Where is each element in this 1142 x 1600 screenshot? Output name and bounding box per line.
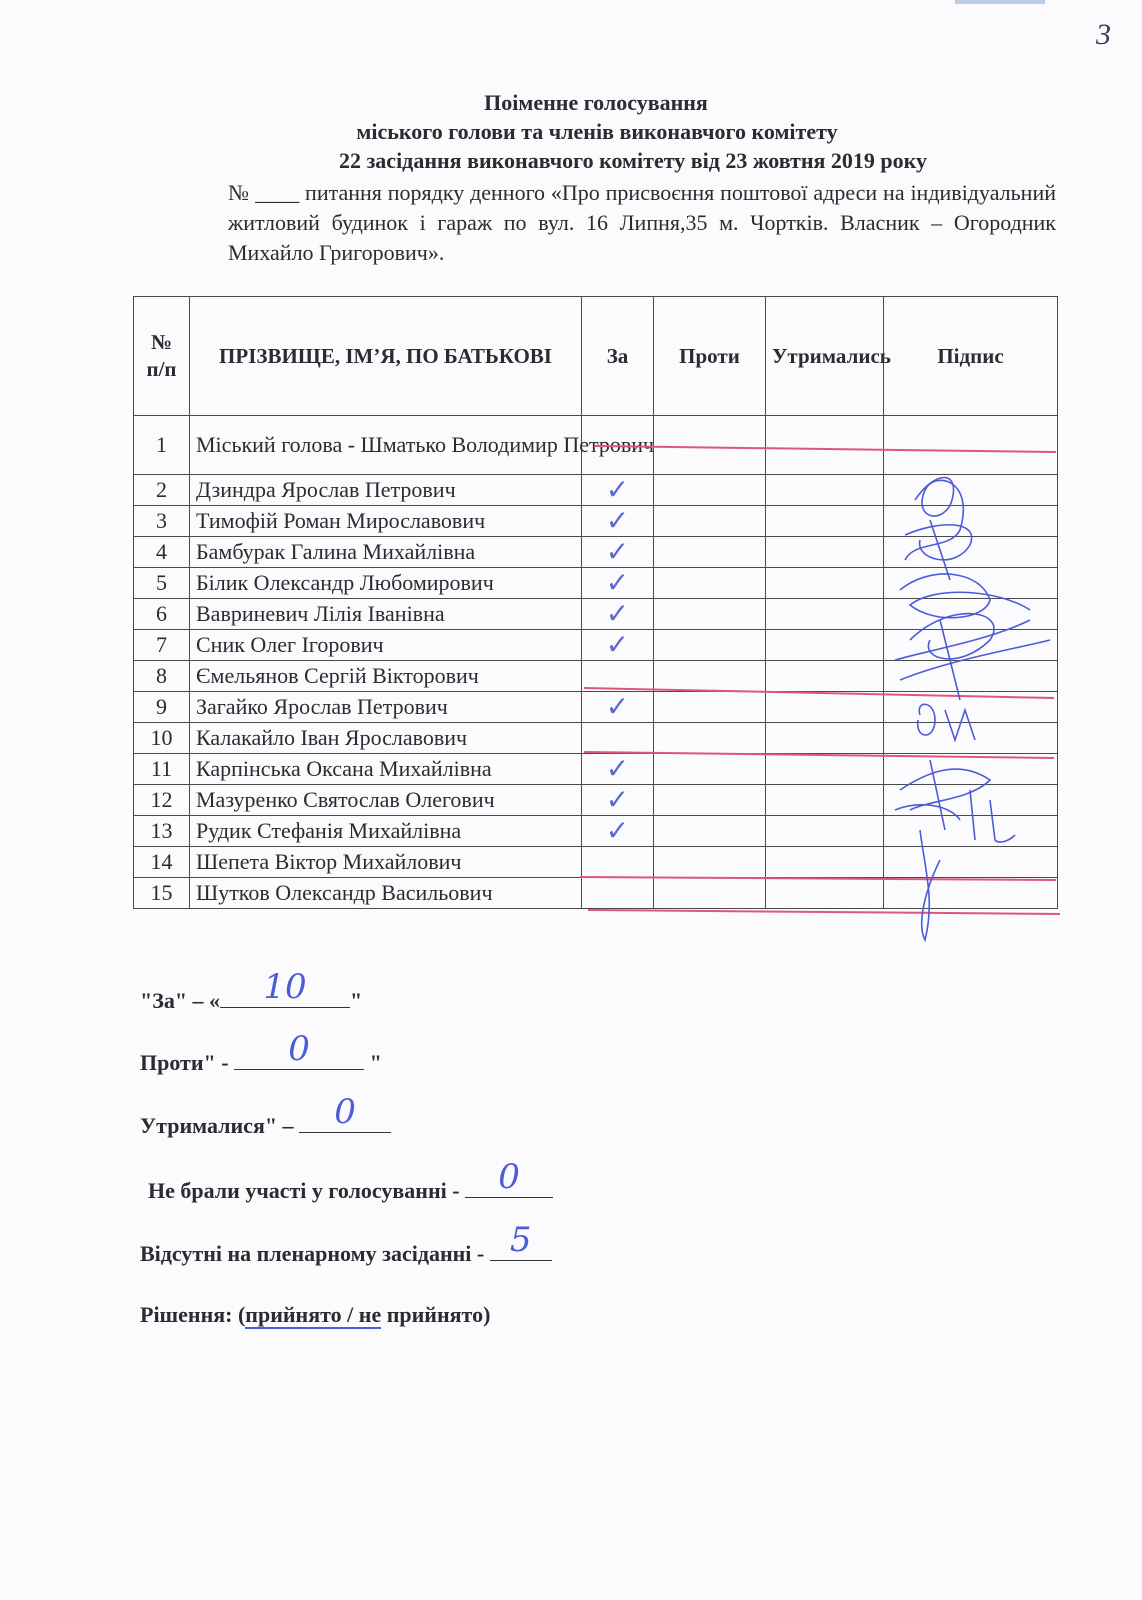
- table-row: [134, 630, 1058, 661]
- header-against-label: Проти: [679, 343, 740, 368]
- row-name: Шепета Віктор Михайлович: [190, 847, 582, 878]
- row-signature: [884, 878, 1058, 909]
- row-signature: [884, 630, 1058, 661]
- decision-line: [140, 1302, 490, 1328]
- voting-table: [133, 296, 1058, 909]
- row-abstained: [766, 537, 884, 568]
- row-for-mark: [582, 723, 654, 754]
- row-signature: [884, 692, 1058, 723]
- row-for-mark: ✓: [582, 816, 654, 847]
- row-num: 1: [134, 416, 190, 475]
- summary-absent-label: Відсутні на пленарному засіданні -: [140, 1241, 490, 1266]
- summary-against-blank: [234, 1029, 364, 1070]
- row-for-mark: ✓: [582, 475, 654, 506]
- table-row: [134, 816, 1058, 847]
- row-abstained: [766, 661, 884, 692]
- row-num: 11: [134, 754, 190, 785]
- row-num: 15: [134, 878, 190, 909]
- decision-adopted-underlined: прийнято / не: [245, 1302, 382, 1327]
- row-name: Білик Олександр Любомирович: [190, 568, 582, 599]
- summary-for: [140, 967, 363, 1014]
- summary-abstained-value: 0: [334, 1092, 356, 1132]
- row-signature: [884, 661, 1058, 692]
- row-name: Рудик Стефанія Михайлівна: [190, 816, 582, 847]
- strike-line-row-15: [588, 910, 1060, 914]
- header-abstained: [766, 297, 891, 416]
- page-number: 3: [1096, 18, 1111, 51]
- row-signature: [884, 754, 1058, 785]
- row-abstained: [766, 692, 884, 723]
- summary-abstained-label: Утрималися" –: [140, 1113, 300, 1138]
- row-against: [654, 475, 766, 506]
- header-signature-label: Підпис: [937, 343, 1004, 368]
- header-abstained-label: Утримались: [772, 343, 891, 368]
- summary-not-voting-value: 0: [498, 1157, 520, 1197]
- row-against: [654, 416, 766, 475]
- row-abstained: [766, 630, 884, 661]
- scan-edge-mark: [955, 0, 1045, 4]
- row-against: [654, 754, 766, 785]
- summary-not-voting: [148, 1157, 553, 1204]
- row-signature: [884, 416, 1058, 475]
- row-abstained: [766, 816, 884, 847]
- header-name: [190, 297, 582, 416]
- decision-label: Рішення: (: [140, 1302, 246, 1327]
- decision-rest: прийнято): [381, 1302, 491, 1327]
- header-line-3: 22 засідання виконавчого комітету від 23 жовтня 2019 року: [338, 148, 928, 173]
- row-against: [654, 568, 766, 599]
- row-abstained: [766, 878, 884, 909]
- summary-against-label: Проти" -: [140, 1050, 235, 1075]
- header-against: [654, 297, 766, 416]
- header-signature: [884, 297, 1058, 416]
- summary-for-value: 10: [263, 967, 307, 1007]
- row-for-mark: ✓: [582, 506, 654, 537]
- table-row: [134, 599, 1058, 630]
- header-for-label: За: [606, 343, 629, 368]
- row-num: 13: [134, 816, 190, 847]
- table-row: [134, 475, 1058, 506]
- row-abstained: [766, 416, 884, 475]
- row-num: 3: [134, 506, 190, 537]
- row-num: 10: [134, 723, 190, 754]
- row-name: Вавриневич Лілія Іванівна: [190, 599, 582, 630]
- row-against: [654, 878, 766, 909]
- row-for-mark: ✓: [582, 630, 654, 661]
- row-num: 5: [134, 568, 190, 599]
- row-against: [654, 537, 766, 568]
- row-signature: [884, 537, 1058, 568]
- table-row: [134, 692, 1058, 723]
- row-against: [654, 723, 766, 754]
- row-name: Шутков Олександр Васильович: [190, 878, 582, 909]
- table-row: [134, 537, 1058, 568]
- row-name: Калакайло Іван Ярославович: [190, 723, 582, 754]
- table-row: [134, 878, 1058, 909]
- row-num: 6: [134, 599, 190, 630]
- header-line-2: міського голови та членів виконавчого комітету: [356, 119, 838, 144]
- row-against: [654, 785, 766, 816]
- summary-abstained: [140, 1092, 391, 1139]
- row-for-mark: ✓: [582, 785, 654, 816]
- row-abstained: [766, 599, 884, 630]
- row-signature: [884, 599, 1058, 630]
- row-num: 7: [134, 630, 190, 661]
- row-for-mark: [582, 847, 654, 878]
- summary-for-tail: ": [350, 988, 363, 1013]
- row-against: [654, 847, 766, 878]
- row-abstained: [766, 754, 884, 785]
- summary-absent: [140, 1220, 552, 1267]
- row-abstained: [766, 785, 884, 816]
- row-name: Дзиндра Ярослав Петрович: [190, 475, 582, 506]
- row-against: [654, 692, 766, 723]
- row-num: 12: [134, 785, 190, 816]
- row-num: 14: [134, 847, 190, 878]
- row-num: 2: [134, 475, 190, 506]
- table-header-row: [134, 297, 1058, 416]
- summary-for-label: "За" – «: [140, 988, 221, 1013]
- table-row: [134, 754, 1058, 785]
- voting-table-body: [134, 416, 1058, 909]
- row-abstained: [766, 723, 884, 754]
- row-for-mark: ✓: [582, 568, 654, 599]
- row-for-mark: ✓: [582, 537, 654, 568]
- row-signature: [884, 475, 1058, 506]
- row-for-mark: ✓: [582, 599, 654, 630]
- table-row: [134, 506, 1058, 537]
- summary-not-voting-blank: [465, 1157, 553, 1198]
- header-num-label: № п/п: [146, 330, 177, 381]
- summary-against: [140, 1029, 382, 1076]
- row-abstained: [766, 568, 884, 599]
- row-against: [654, 599, 766, 630]
- row-against: [654, 506, 766, 537]
- row-signature: [884, 568, 1058, 599]
- row-signature: [884, 847, 1058, 878]
- row-abstained: [766, 847, 884, 878]
- row-signature: [884, 506, 1058, 537]
- row-for-mark: [582, 878, 654, 909]
- row-against: [654, 661, 766, 692]
- row-signature: [884, 785, 1058, 816]
- row-name: Ємельянов Сергій Вікторович: [190, 661, 582, 692]
- table-row: [134, 847, 1058, 878]
- row-against: [654, 816, 766, 847]
- row-for-mark: ✓: [582, 692, 654, 723]
- row-abstained: [766, 475, 884, 506]
- row-name: Сник Олег Ігорович: [190, 630, 582, 661]
- row-signature: [884, 723, 1058, 754]
- summary-for-blank: [220, 967, 350, 1008]
- row-name: Загайко Ярослав Петрович: [190, 692, 582, 723]
- summary-abstained-blank: [299, 1092, 391, 1133]
- row-name: Бамбурак Галина Михайлівна: [190, 537, 582, 568]
- agenda-item-text: № ____ питання порядку денного «Про присвоєння поштової адреси на індивідуальний житловий будинок і гараж по вул. 16 Липня,35 м. Чортків. Власник – Огородник Михайло Григорович».: [228, 180, 1056, 265]
- table-row: [134, 661, 1058, 692]
- row-num: 8: [134, 661, 190, 692]
- row-abstained: [766, 506, 884, 537]
- summary-not-voting-label: Не брали участі у голосуванні -: [148, 1178, 466, 1203]
- summary-absent-blank: [490, 1220, 552, 1261]
- row-signature: [884, 816, 1058, 847]
- row-name: Мазуренко Святослав Олегович: [190, 785, 582, 816]
- row-name: Тимофій Роман Мирославович: [190, 506, 582, 537]
- row-num: 4: [134, 537, 190, 568]
- row-for-mark: [582, 661, 654, 692]
- row-against: [654, 630, 766, 661]
- row-name: Міський голова - Шматько Володимир Петрович: [190, 416, 582, 475]
- header-line-1: Поіменне голосування: [484, 90, 708, 115]
- row-name: Карпінська Оксана Михайлівна: [190, 754, 582, 785]
- table-row: [134, 416, 1058, 475]
- table-row: [134, 785, 1058, 816]
- header-num: [134, 297, 190, 416]
- table-row: [134, 723, 1058, 754]
- table-row: [134, 568, 1058, 599]
- summary-against-value: 0: [288, 1029, 310, 1069]
- row-num: 9: [134, 692, 190, 723]
- header-for: [582, 297, 654, 416]
- header-name-label: ПРІЗВИЩЕ, ІМ’Я, ПО БАТЬКОВІ: [219, 343, 552, 368]
- summary-absent-value: 5: [509, 1220, 532, 1260]
- summary-against-tail: ": [364, 1050, 382, 1075]
- row-for-mark: ✓: [582, 754, 654, 785]
